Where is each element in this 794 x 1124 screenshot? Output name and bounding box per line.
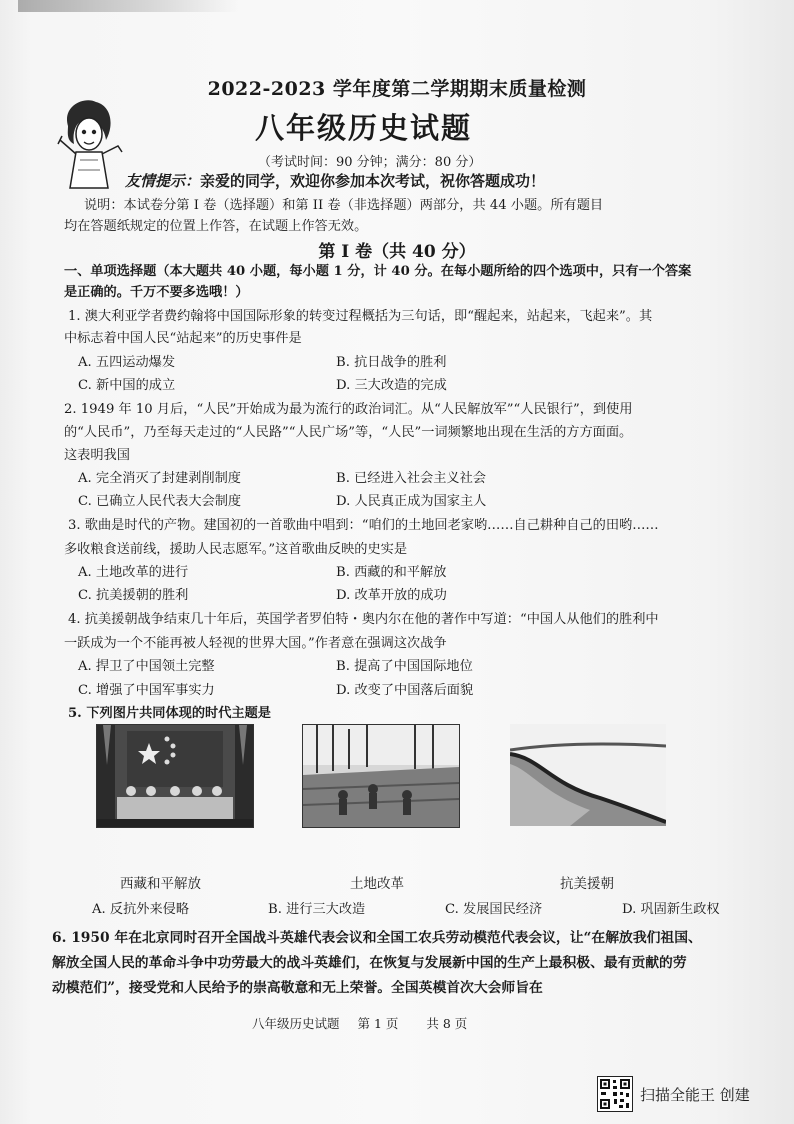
caption-korean-war: 抗美援朝 — [560, 876, 614, 892]
page-footer — [252, 1014, 467, 1032]
question-3-stem-2: 多收粮食送前线，援助人民志愿军。”这首歌曲反映的史实是 — [64, 542, 408, 557]
friendly-tip — [125, 170, 545, 191]
question-5-option-c: C. 发展国民经济 — [445, 902, 543, 917]
question-2-stem-3: 这表明我国 — [64, 448, 130, 463]
question-2-stem: 2. 1949 年 10 月后，“人民”开始成为最为流行的政治词汇。从“人民解放军”“人民银行”，到使用 — [64, 402, 633, 417]
question-3-stem: 3. 歌曲是时代的产物。建国初的一首歌曲中唱到：“咱们的土地回老家哟……自己耕种自己的田哟…… — [68, 518, 659, 533]
question-3-option-c: C. 抗美援朝的胜利 — [78, 588, 189, 603]
section-instructions-2: 是正确的。千万不要多选哦！） — [64, 285, 249, 300]
qr-code-icon — [597, 1076, 633, 1112]
scan-smudge — [18, 0, 238, 12]
question-2-stem-2: 的“人民币”，乃至每天走过的“人民路”“人民广场”等，“人民”一词频繁地出现在生活的方方面面。 — [64, 425, 633, 440]
footer-page-number: 第 1 页 — [357, 1016, 399, 1031]
question-4-option-d: D. 改变了中国落后面貌 — [336, 683, 474, 698]
instructions-line-2: 均在答题纸规定的位置上作答，在试题上作答无效。 — [64, 219, 368, 234]
part-one-title: 第 I 卷（共 40 分） — [318, 242, 476, 262]
question-3-option-b: B. 西藏的和平解放 — [336, 565, 447, 580]
question-4-stem: 4. 抗美援朝战争结束几十年后，英国学者罗伯特・奥内尔在他的著作中写道：“中国人从他们的胜利中 — [68, 612, 659, 627]
land-reform-photo — [302, 724, 460, 828]
question-1-option-d: D. 三大改造的完成 — [336, 378, 447, 393]
exam-title: 2022-2023 学年度第二学期期末质量检测 — [207, 78, 587, 100]
question-2-option-b: B. 已经进入社会主义社会 — [336, 471, 486, 486]
question-2-option-a: A. 完全消灭了封建剥削制度 — [78, 471, 241, 486]
question-5-stem: 5. 下列图片共同体现的时代主题是 — [68, 706, 271, 721]
question-4-option-c: C. 增强了中国军事实力 — [78, 683, 215, 698]
question-5-option-a: A. 反抗外来侵略 — [92, 902, 190, 917]
scanner-watermark: 扫描全能王 创建 — [640, 1086, 750, 1104]
cartoon-girl-icon — [54, 96, 124, 194]
question-1-option-a: A. 五四运动爆发 — [78, 355, 176, 370]
question-5-option-b: B. 进行三大改造 — [268, 902, 366, 917]
question-4-option-b: B. 提高了中国国际地位 — [336, 659, 473, 674]
question-6-stem: 6. 1950 年在北京同时召开全国战斗英雄代表会议和全国工农兵劳动模范代表会议，让“在解放我们祖国、 — [52, 930, 702, 946]
subject-title: 八年级历史试题 — [255, 111, 473, 145]
question-4-stem-2: 一跃成为一个不能再被人轻视的世界大国。”作者意在强调这次战争 — [64, 636, 447, 651]
caption-land-reform: 土地改革 — [350, 876, 404, 892]
question-3-option-d: D. 改革开放的成功 — [336, 588, 447, 603]
tip-text: 亲爱的同学，欢迎你参加本次考试，祝你答题成功！ — [200, 172, 546, 190]
question-1-option-c: C. 新中国的成立 — [78, 378, 176, 393]
question-2-option-d: D. 人民真正成为国家主人 — [336, 494, 487, 509]
instructions-line-1: 说明：本试卷分第 I 卷（选择题）和第 II 卷（非选择题）两部分，共 44 小题。所有题目 — [84, 198, 604, 213]
section-instructions-1: 一、单项选择题（本大题共 40 小题，每小题 1 分，计 40 分。在每小题所给的四个选项中，只有一个答案 — [64, 264, 692, 279]
question-5-option-d: D. 巩固新生政权 — [622, 902, 720, 917]
question-1-stem-2: 中标志着中国人民“站起来”的历史事件是 — [64, 331, 302, 346]
caption-tibet: 西藏和平解放 — [120, 876, 201, 892]
question-4-option-a: A. 捍卫了中国领土完整 — [78, 659, 215, 674]
question-1-option-b: B. 抗日战争的胜利 — [336, 355, 447, 370]
tibet-liberation-photo — [96, 724, 254, 828]
question-3-option-a: A. 土地改革的进行 — [78, 565, 189, 580]
question-1-stem: 1. 澳大利亚学者费约翰将中国国际形象的转变过程概括为三句话，即“醒起来，站起来，飞起来”。其 — [68, 309, 653, 324]
question-6-stem-3: 动模范们”，接受党和人民给予的崇高敬意和无上荣誉。全国英模首次大会师旨在 — [52, 980, 543, 996]
exam-timing: （考试时间：90 分钟；满分：80 分） — [258, 155, 482, 170]
question-6-stem-2: 解放全国人民的革命斗争中功劳最大的战斗英雄们，在恢复与发展新中国的生产上最积极、最有贡献的劳 — [52, 955, 687, 971]
tip-label: 友情提示： — [125, 172, 201, 190]
question-2-option-c: C. 已确立人民代表大会制度 — [78, 494, 242, 509]
korean-war-photo — [510, 724, 666, 826]
footer-subject: 八年级历史试题 — [252, 1016, 340, 1031]
footer-total-pages: 共 8 页 — [426, 1016, 468, 1031]
